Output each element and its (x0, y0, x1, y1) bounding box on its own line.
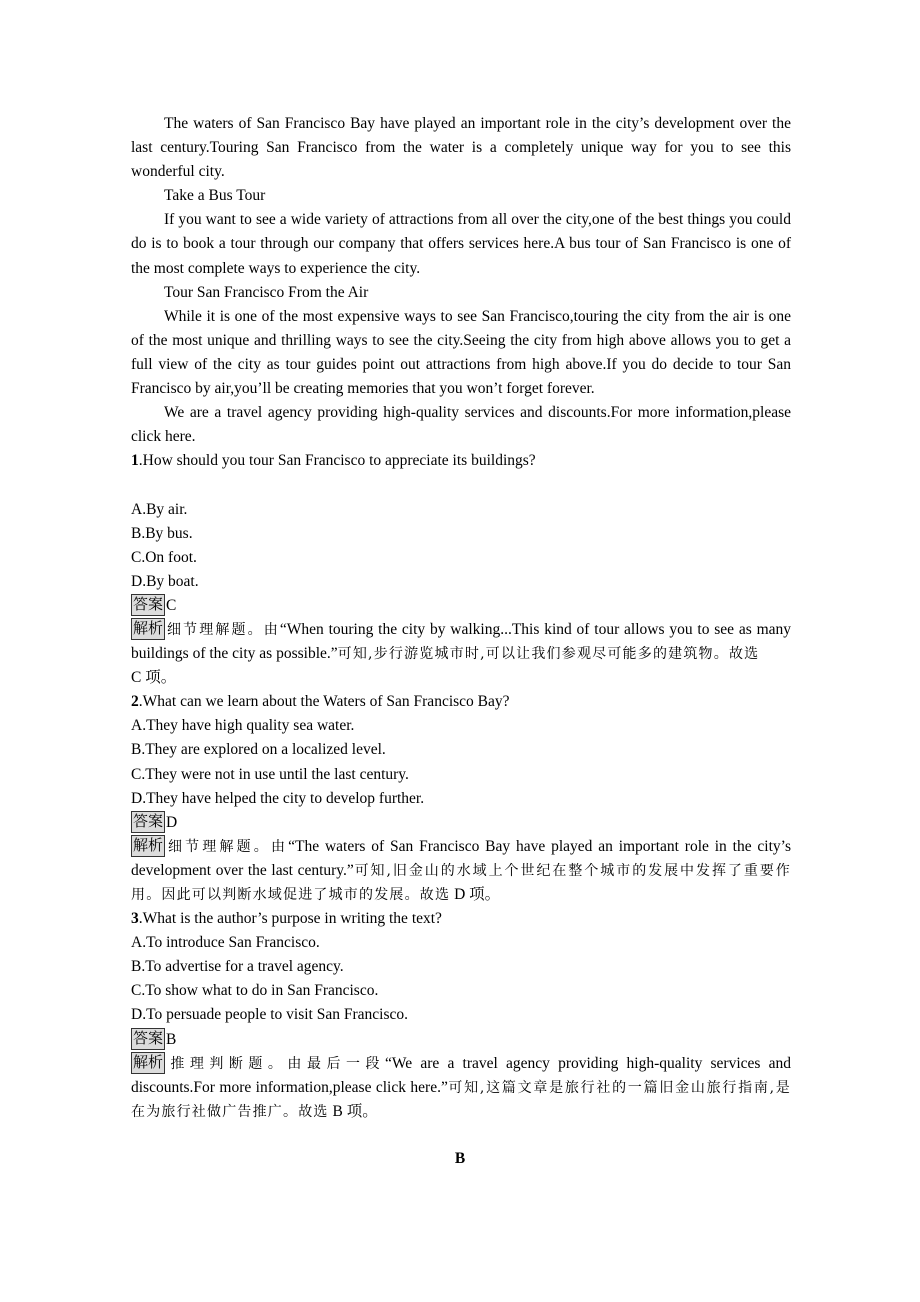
question-stem (131, 907, 791, 931)
option-a: A.They have high quality sea water. (131, 717, 355, 735)
blank-line (131, 473, 791, 497)
passage-paragraph-intro: The waters of San Francisco Bay have played an important role in the city’s development over the last century.Touring San Francisco from the water is a completely unique way for you to see this wonderful city. (131, 115, 791, 181)
question-text: .How should you tour San Francisco to appreciate its buildings? (138, 452, 536, 470)
option-b: B.By bus. (131, 524, 193, 542)
analysis-conclusion: 可知,这篇文章是旅行社的一篇旧金山旅行指南,是在为旅行社做广告推广。故选 (131, 1079, 792, 1120)
analysis-row (131, 835, 791, 907)
analysis-row (131, 1052, 791, 1124)
answer-label: 答案 (131, 1028, 165, 1050)
analysis-quote: “When touring the city by walking...This kind of tour allows you to see as many buildings of the city as possible.” (131, 620, 792, 663)
answer-row (131, 1028, 791, 1052)
analysis-label: 解析 (131, 1052, 165, 1074)
option-d: D.To persuade people to visit San Francisco. (131, 1006, 408, 1024)
answer-row (131, 811, 791, 835)
option-c: C.To show what to do in San Francisco. (131, 982, 379, 1000)
analysis-label: 解析 (131, 618, 165, 640)
analysis-label: 解析 (131, 835, 165, 857)
document-page (131, 112, 791, 1124)
question-text: .What can we learn about the Waters of San Francisco Bay? (138, 693, 510, 711)
analysis-conclusion: 可知,步行游览城市时,可以让我们参观尽可能多的建筑物。故选 (337, 646, 760, 663)
answer-value: D (166, 813, 178, 831)
answer-value: C (166, 596, 177, 614)
section-heading-b: B (454, 1150, 466, 1167)
analysis-type: 细节理解题。由 (166, 838, 289, 855)
question-stem (131, 690, 791, 714)
passage-paragraph-bus-tour: If you want to see a wide variety of attractions from all over the city,one of the best things you could do is to book a tour through our company that offers services here.A bus tour of San Francisco is one of the most complete ways to experience the city. (131, 211, 791, 277)
option-b: B.They are explored on a localized level. (131, 741, 386, 759)
analysis-quote: “We are a travel agency providing high-quality services and discounts.For more information,please click here.” (131, 1054, 792, 1096)
option-d: D.They have helped the city to develop further. (131, 789, 425, 807)
option-a: A.By air. (131, 500, 188, 518)
passage-subheading-air-tour: Tour San Francisco From the Air (164, 283, 369, 301)
question-2 (131, 690, 791, 907)
answer-label: 答案 (131, 594, 165, 616)
answer-value: B (166, 1030, 177, 1048)
analysis-quote: “The waters of San Francisco Bay have played an important role in the city’s development over the last century.” (131, 837, 791, 879)
analysis-conclusion: 可知,旧金山的水域上个世纪在整个城市的发展中发挥了重要作用。因此可以判断水域促进了城市的发展。故选 (131, 862, 791, 903)
analysis-choice: C 项。 (131, 669, 177, 687)
answer-row (131, 594, 791, 618)
passage-paragraph-air-tour: While it is one of the most expensive ways to see San Francisco,touring the city from the air is one of the most unique and thrilling ways to see the city.Seeing the city from high above allows you to get a full view of the city as tour guides point out attractions from high above.If you do decide to tour San Francisco by air,you’ll be creating memories that you won’t forget forever. (131, 307, 791, 398)
question-1 (131, 449, 791, 690)
question-text: .What is the author’s purpose in writing the text? (138, 910, 442, 928)
option-c: C.They were not in use until the last century. (131, 765, 409, 783)
option-b: B.To advertise for a travel agency. (131, 958, 344, 976)
analysis-type: 细节理解题。由 (166, 621, 280, 638)
analysis-row (131, 618, 791, 690)
passage-subheading-bus-tour: Take a Bus Tour (164, 187, 266, 205)
question-stem (131, 449, 791, 473)
analysis-choice: D 项。 (450, 886, 501, 903)
passage-paragraph-agency: We are a travel agency providing high-quality services and discounts.For more information,please click here. (131, 404, 791, 446)
question-number: 2 (131, 693, 139, 711)
analysis-choice: B 项。 (328, 1102, 378, 1120)
question-number: 1 (131, 452, 139, 470)
option-a: A.To introduce San Francisco. (131, 934, 320, 952)
question-3 (131, 907, 791, 1124)
question-number: 3 (131, 910, 139, 928)
option-c: C.On foot. (131, 548, 197, 566)
analysis-type: 推理判断题。由最后一段 (166, 1055, 386, 1072)
answer-label: 答案 (131, 811, 165, 833)
option-d: D.By boat. (131, 572, 199, 590)
reading-passage (131, 112, 791, 449)
